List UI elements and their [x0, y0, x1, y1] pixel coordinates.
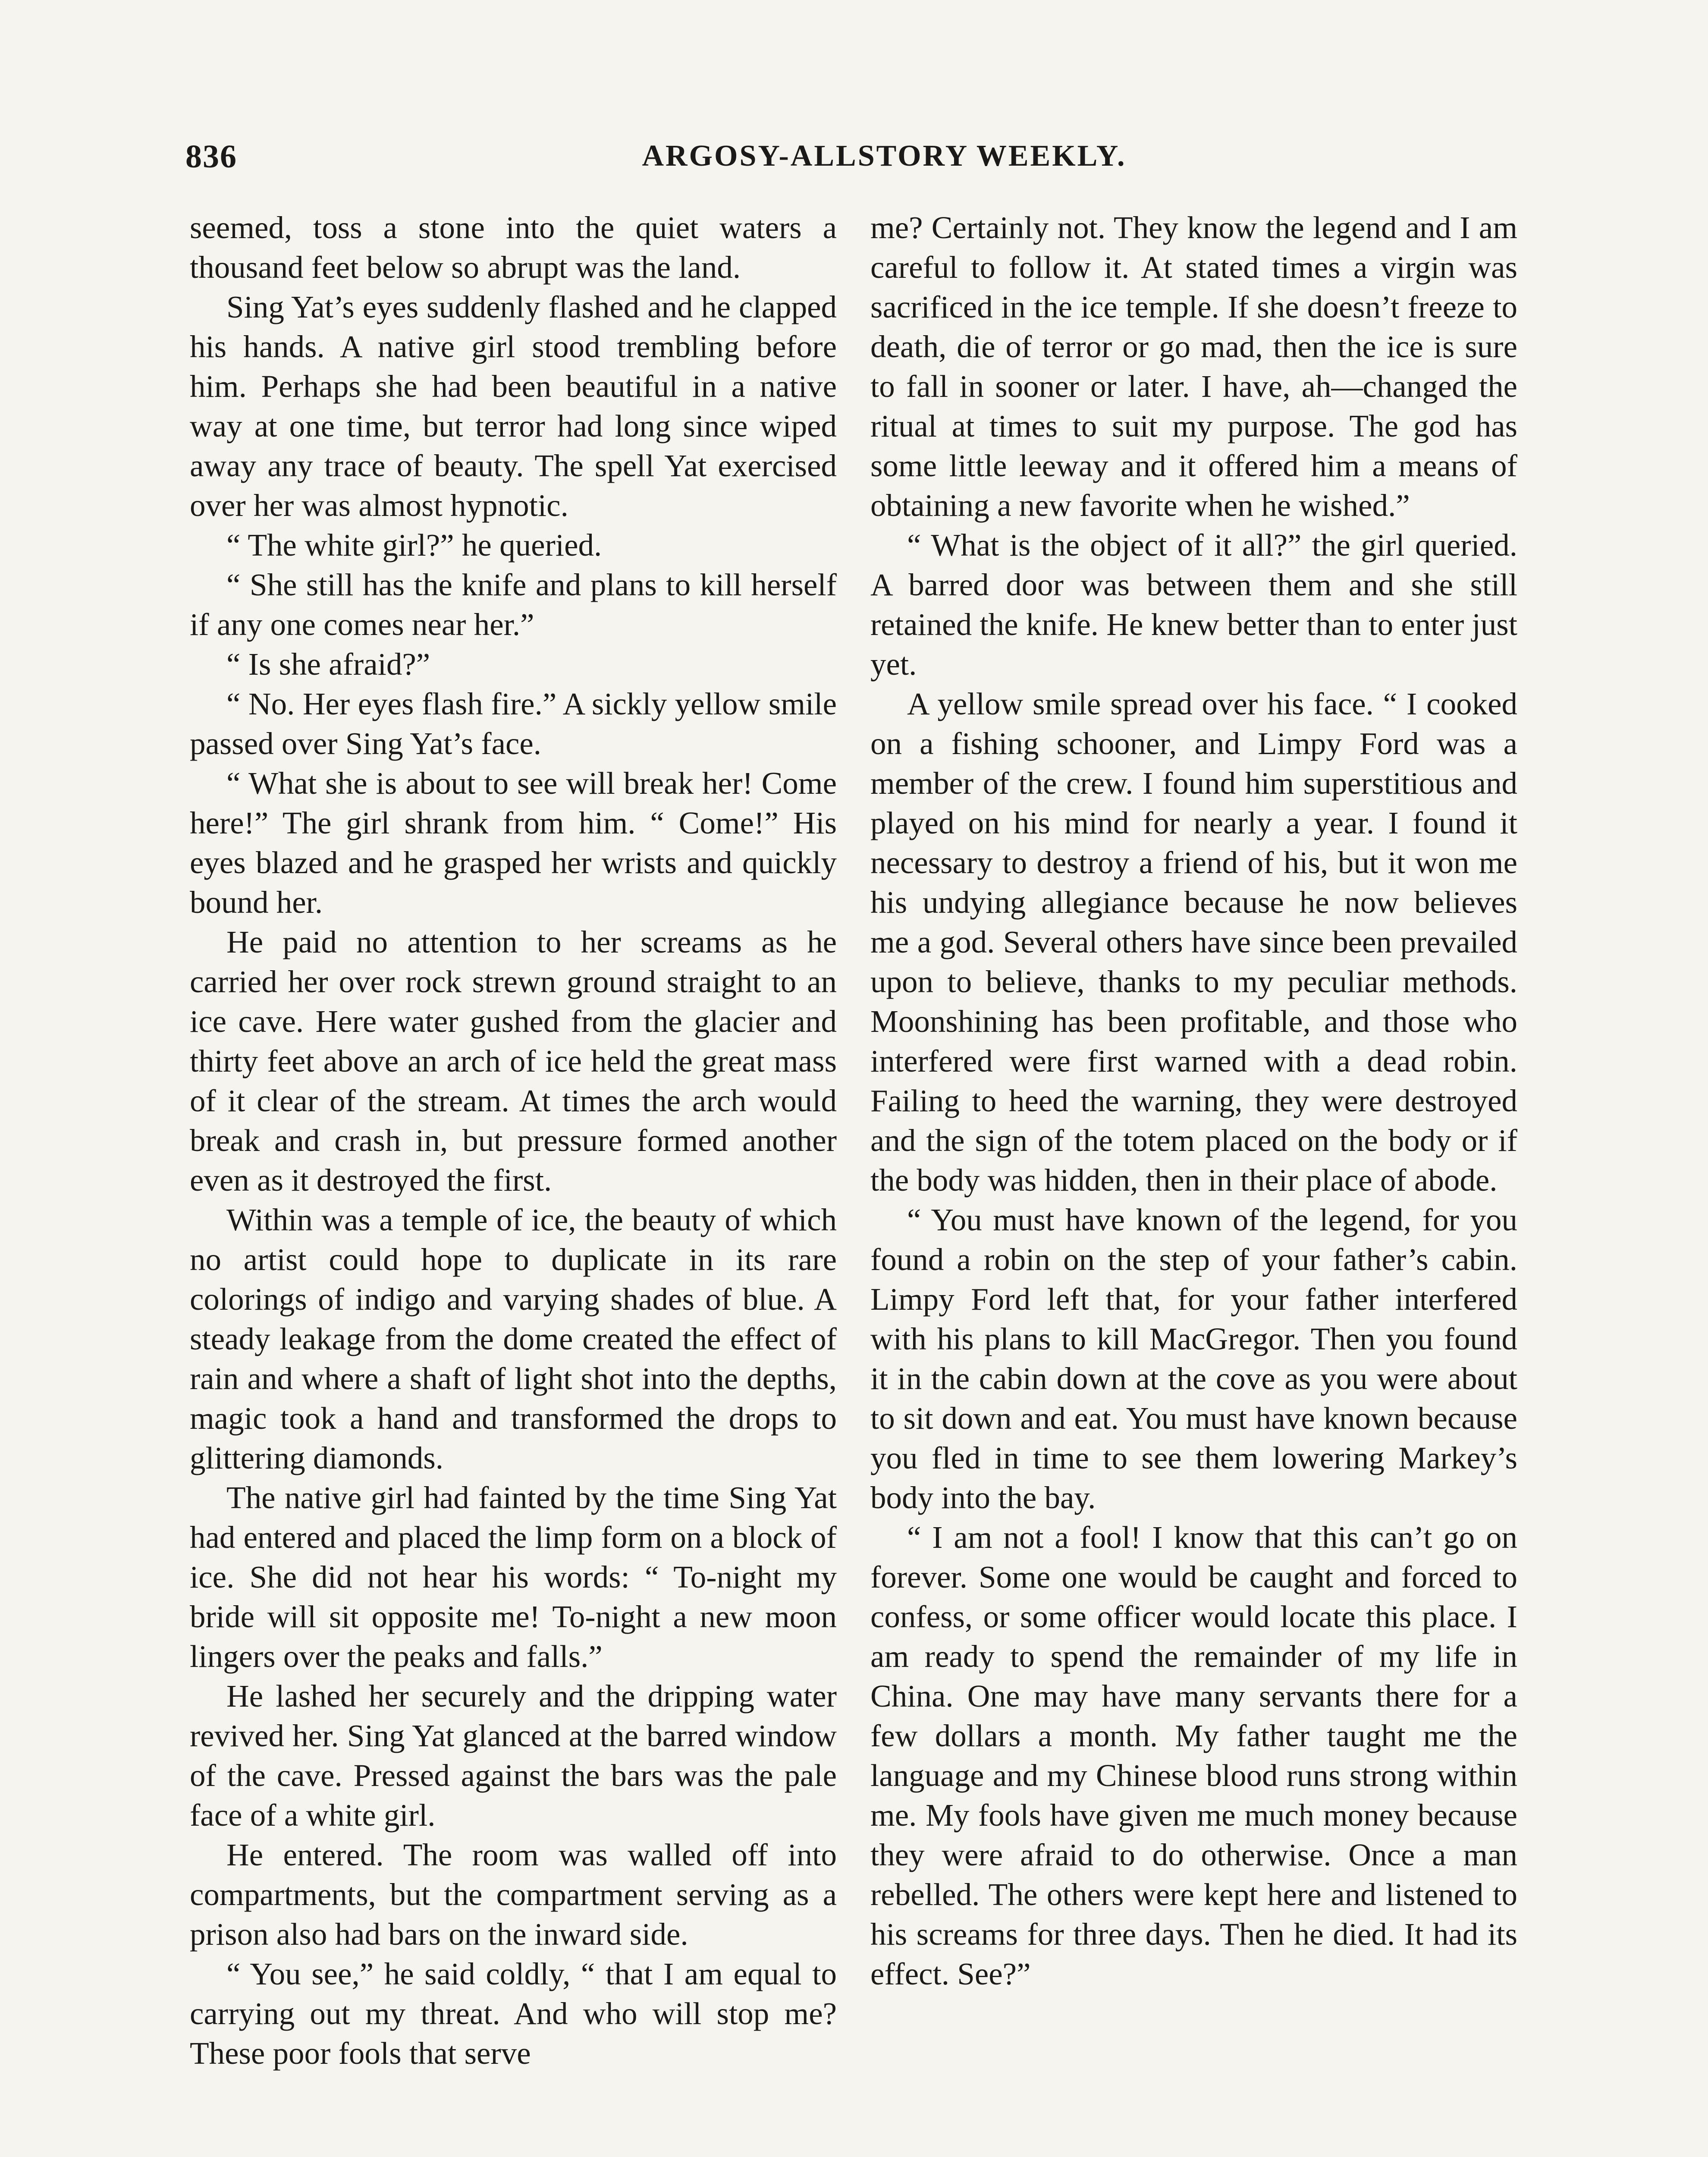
left-text-column — [190, 208, 837, 2157]
paragraph: Sing Yat’s eyes suddenly flashed and he clapped his hands. A native girl stood trembling before him. Perhaps she had been beautiful in a native way at one time, but terror had long since wiped away any trace of beauty. The spell Yat exercised over her was almost hypnotic. — [190, 289, 837, 523]
paragraph: He entered. The room was walled off into compartments, but the compartment serving as a prison also had bars on the inward side. — [190, 1837, 837, 1952]
paragraph: He paid no attention to her screams as he carried her over rock strewn ground straight to an ice cave. Here water gushed from the glacier and thirty feet above an arch of ice held the great mass of it clear of the stream. At times the arch would break and crash in, but pressure formed another even as it destroyed the first. — [190, 924, 837, 1198]
paragraph: “ No. Her eyes flash fire.” A sickly yellow smile passed over Sing Yat’s face. — [190, 686, 837, 761]
paragraph: seemed, toss a stone into the quiet waters a thousand feet below so abrupt was the land. — [190, 210, 837, 285]
paragraph: “ You see,” he said coldly, “ that I am equal to carrying out my threat. And who will stop me? These poor fools that serve — [190, 1956, 837, 2071]
right-text-column — [870, 208, 1517, 2157]
paragraph: “ I am not a fool! I know that this can’t go on forever. Some one would be caught and forced to confess, or some officer would locate this place. I am ready to spend the remainder of my life in China. One may have many servants there for a few dollars a month. My father taught me the language and my Chinese blood runs strong within me. My fools have given me much money because they were afraid to do otherwise. Once a man rebelled. The others were kept here and listened to his screams for three days. Then he died. It had its effect. See?” — [870, 1520, 1517, 1991]
paragraph: me? Certainly not. They know the legend and I am careful to follow it. At stated times a virgin was sacrificed in the ice temple. If she doesn’t freeze to death, die of terror or go mad, then the ice is sure to fall in sooner or later. I have, ah—changed the ritual at times to suit my purpose. The god has some little leeway and it offered him a means of obtaining a new favorite when he wished.” — [870, 210, 1517, 523]
page-number: 836 — [185, 138, 237, 175]
paragraph: “ She still has the knife and plans to kill herself if any one comes near her.” — [190, 567, 837, 642]
paragraph: “ Is she afraid?” — [226, 647, 430, 682]
paragraph: “ The white girl?” he queried. — [226, 528, 602, 563]
paragraph: Within was a temple of ice, the beauty of which no artist could hope to duplicate in its rare colorings of indigo and varying shades of blue. A steady leakage from the dome created the effect of rain and where a shaft of light shot into the depths, magic took a hand and transformed the drops to glittering diamonds. — [190, 1202, 837, 1475]
paragraph: “ You must have known of the legend, for you found a robin on the step of your father’s cabin. Limpy Ford left that, for your father interfered with his plans to kill MacGregor. Then you found it in the cabin down at the cove as you were about to sit down and eat. You must have known because you fled in time to see them lowering Markey’s body into the bay. — [870, 1202, 1517, 1515]
paragraph: The native girl had fainted by the time Sing Yat had entered and placed the limp form on a block of ice. She did not hear his words: “ To-night my bride will sit opposite me! To-night a new moon lingers over the peaks and falls.” — [190, 1480, 837, 1674]
paragraph: A yellow smile spread over his face. “ I cooked on a fishing schooner, and Limpy Ford was a member of the crew. I found him superstitious and played on his mind for nearly a year. I found it necessary to destroy a friend of his, but it won me his undying allegiance because he now believes me a god. Several others have since been prevailed upon to believe, thanks to my peculiar methods. Moonshining has been profitable, and those who interfered were first warned with a dead robin. Failing to heed the warning, they were destroyed and the sign of the totem placed on the body or if the body was hidden, then in their place of abode. — [870, 686, 1517, 1198]
paragraph: “ What is the object of it all?” the girl queried. A barred door was between them and she still retained the knife. He knew better than to enter just yet. — [870, 528, 1517, 682]
paragraph: He lashed her securely and the dripping water revived her. Sing Yat glanced at the barred window of the cave. Pressed against the bars was the pale face of a white girl. — [190, 1679, 837, 1833]
running-head: ARGOSY-ALLSTORY WEEKLY. — [642, 139, 1127, 173]
paragraph: “ What she is about to see will break her! Come here!” The girl shrank from him. “ Come!” His eyes blazed and he grasped her wrists and quickly bound her. — [190, 766, 837, 920]
